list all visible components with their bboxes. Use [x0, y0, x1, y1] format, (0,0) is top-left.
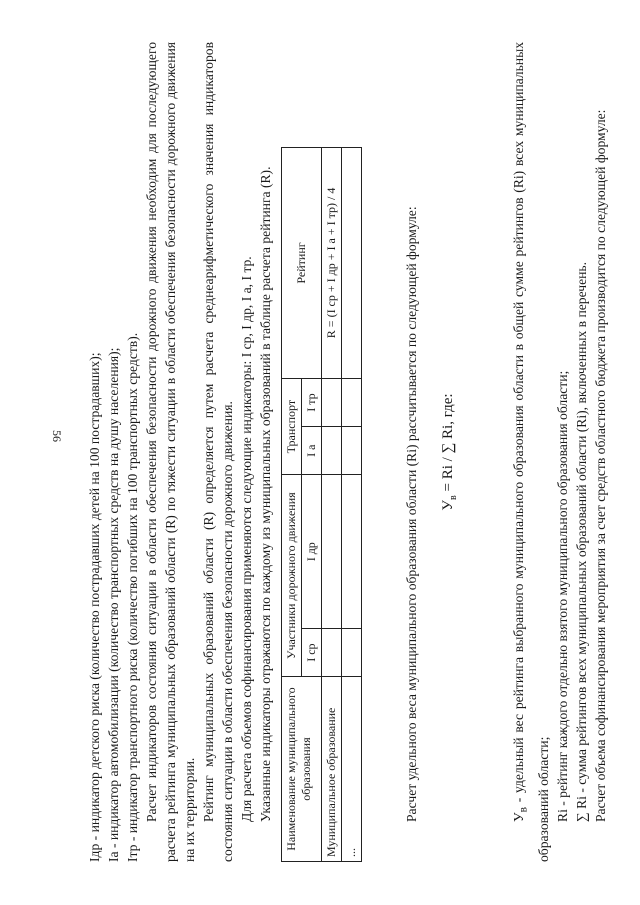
cell-icp: [322, 629, 342, 677]
def-text: - удельный вес рейтинга выбранного муниципального образования области в общей сумме рейтингов (Ri) всех муниципальных образований области;: [511, 42, 551, 862]
paragraph-cofinancing-volume: Расчет объема софинансирования мероприятия за счет средств областного бюджета производится по следующей формуле:: [592, 109, 608, 822]
cell-rating: R = (I ср + I др + I а + I тр) / 4: [322, 148, 342, 379]
table-row: [322, 148, 342, 862]
cell-idr: [342, 475, 362, 629]
definition-ri: Ri - рейтинг каждого отдельно взятого муниципального образования области;: [554, 370, 570, 822]
paragraph-rating-definition: Рейтинг муниципальных образований области (R) определяется путем расчета среднеарифметического значения индикаторов состояния ситуации в области обеспечения безопасности дорожного движения.: [201, 42, 235, 862]
def-symbol: У: [511, 812, 526, 822]
spacer: [473, 42, 509, 862]
header-participants: Участники дорожного движения: [282, 475, 302, 677]
page-number: 56: [50, 430, 64, 442]
subheader-idr: I др: [302, 475, 322, 629]
paragraph-cofinancing-indicators: Для расчета объемов софинансирования применяются следующие индикаторы: I ср, I др, I а, I тр.: [239, 256, 254, 822]
formula-lhs-sub: в: [448, 495, 459, 500]
rotated-content: [85, 42, 610, 862]
cell-name: Муниципальное образование: [322, 677, 342, 862]
cell-rating: [342, 148, 362, 379]
paragraph-indicators-purpose: Расчет индикаторов состояния ситуации в области обеспечения безопасности дорожного движения необходим для последующего расчета рейтинга муниципальных образований области (R) по тяжести ситуации в области обеспечения безопасности дорожного движения на их территории.: [144, 42, 197, 862]
definition-specific-weight: [509, 42, 553, 862]
table-header-row: [282, 148, 302, 862]
formula-rhs: = Ri / ∑ Ri, где:: [440, 393, 456, 496]
def-symbol-sub: в: [517, 807, 530, 813]
cell-icp: [342, 629, 362, 677]
cell-name: ...: [342, 677, 362, 862]
formula-specific-weight: [439, 42, 463, 862]
rating-table: [281, 147, 362, 862]
subheader-itr: I тр: [302, 378, 322, 426]
formula-lhs: У: [440, 499, 456, 511]
cell-idr: [322, 475, 342, 629]
subheader-icp: I ср: [302, 629, 322, 677]
cell-ia: [322, 427, 342, 475]
indicator-line-child-risk: Iдр - индикатор детского риска (количество пострадавших детей на 100 пострадавших);: [87, 352, 102, 862]
header-transport: Транспорт: [282, 378, 302, 474]
paragraph-table-note: Указанные индикаторы отражаются по каждому из муниципальных образований в таблице расчета рейтинга (R).: [258, 166, 273, 822]
subheader-ia: I а: [302, 427, 322, 475]
paragraph-specific-weight: Расчет удельного веса муниципального образования области (Ri) рассчитывается по следующей формуле:: [404, 206, 419, 822]
cell-ia: [342, 427, 362, 475]
indicator-line-motorization: Iа - индикатор автомобилизации (количество транспортных средств на душу населения);: [106, 347, 121, 862]
spacer: [362, 42, 402, 862]
table-row: [342, 148, 362, 862]
cell-itr: [342, 378, 362, 426]
header-municipality: Наименование муниципального образования: [282, 677, 322, 862]
indicator-line-transport-risk: Iтр - индикатор транспортного риска (количество погибших на 100 транспортных средств).: [125, 332, 140, 862]
definition-sum-ri: ∑ Ri - сумма рейтингов всех муниципальных образований области (Ri), включенных в перечень.: [573, 261, 589, 822]
header-rating: Рейтинг: [282, 148, 322, 379]
cell-itr: [322, 378, 342, 426]
